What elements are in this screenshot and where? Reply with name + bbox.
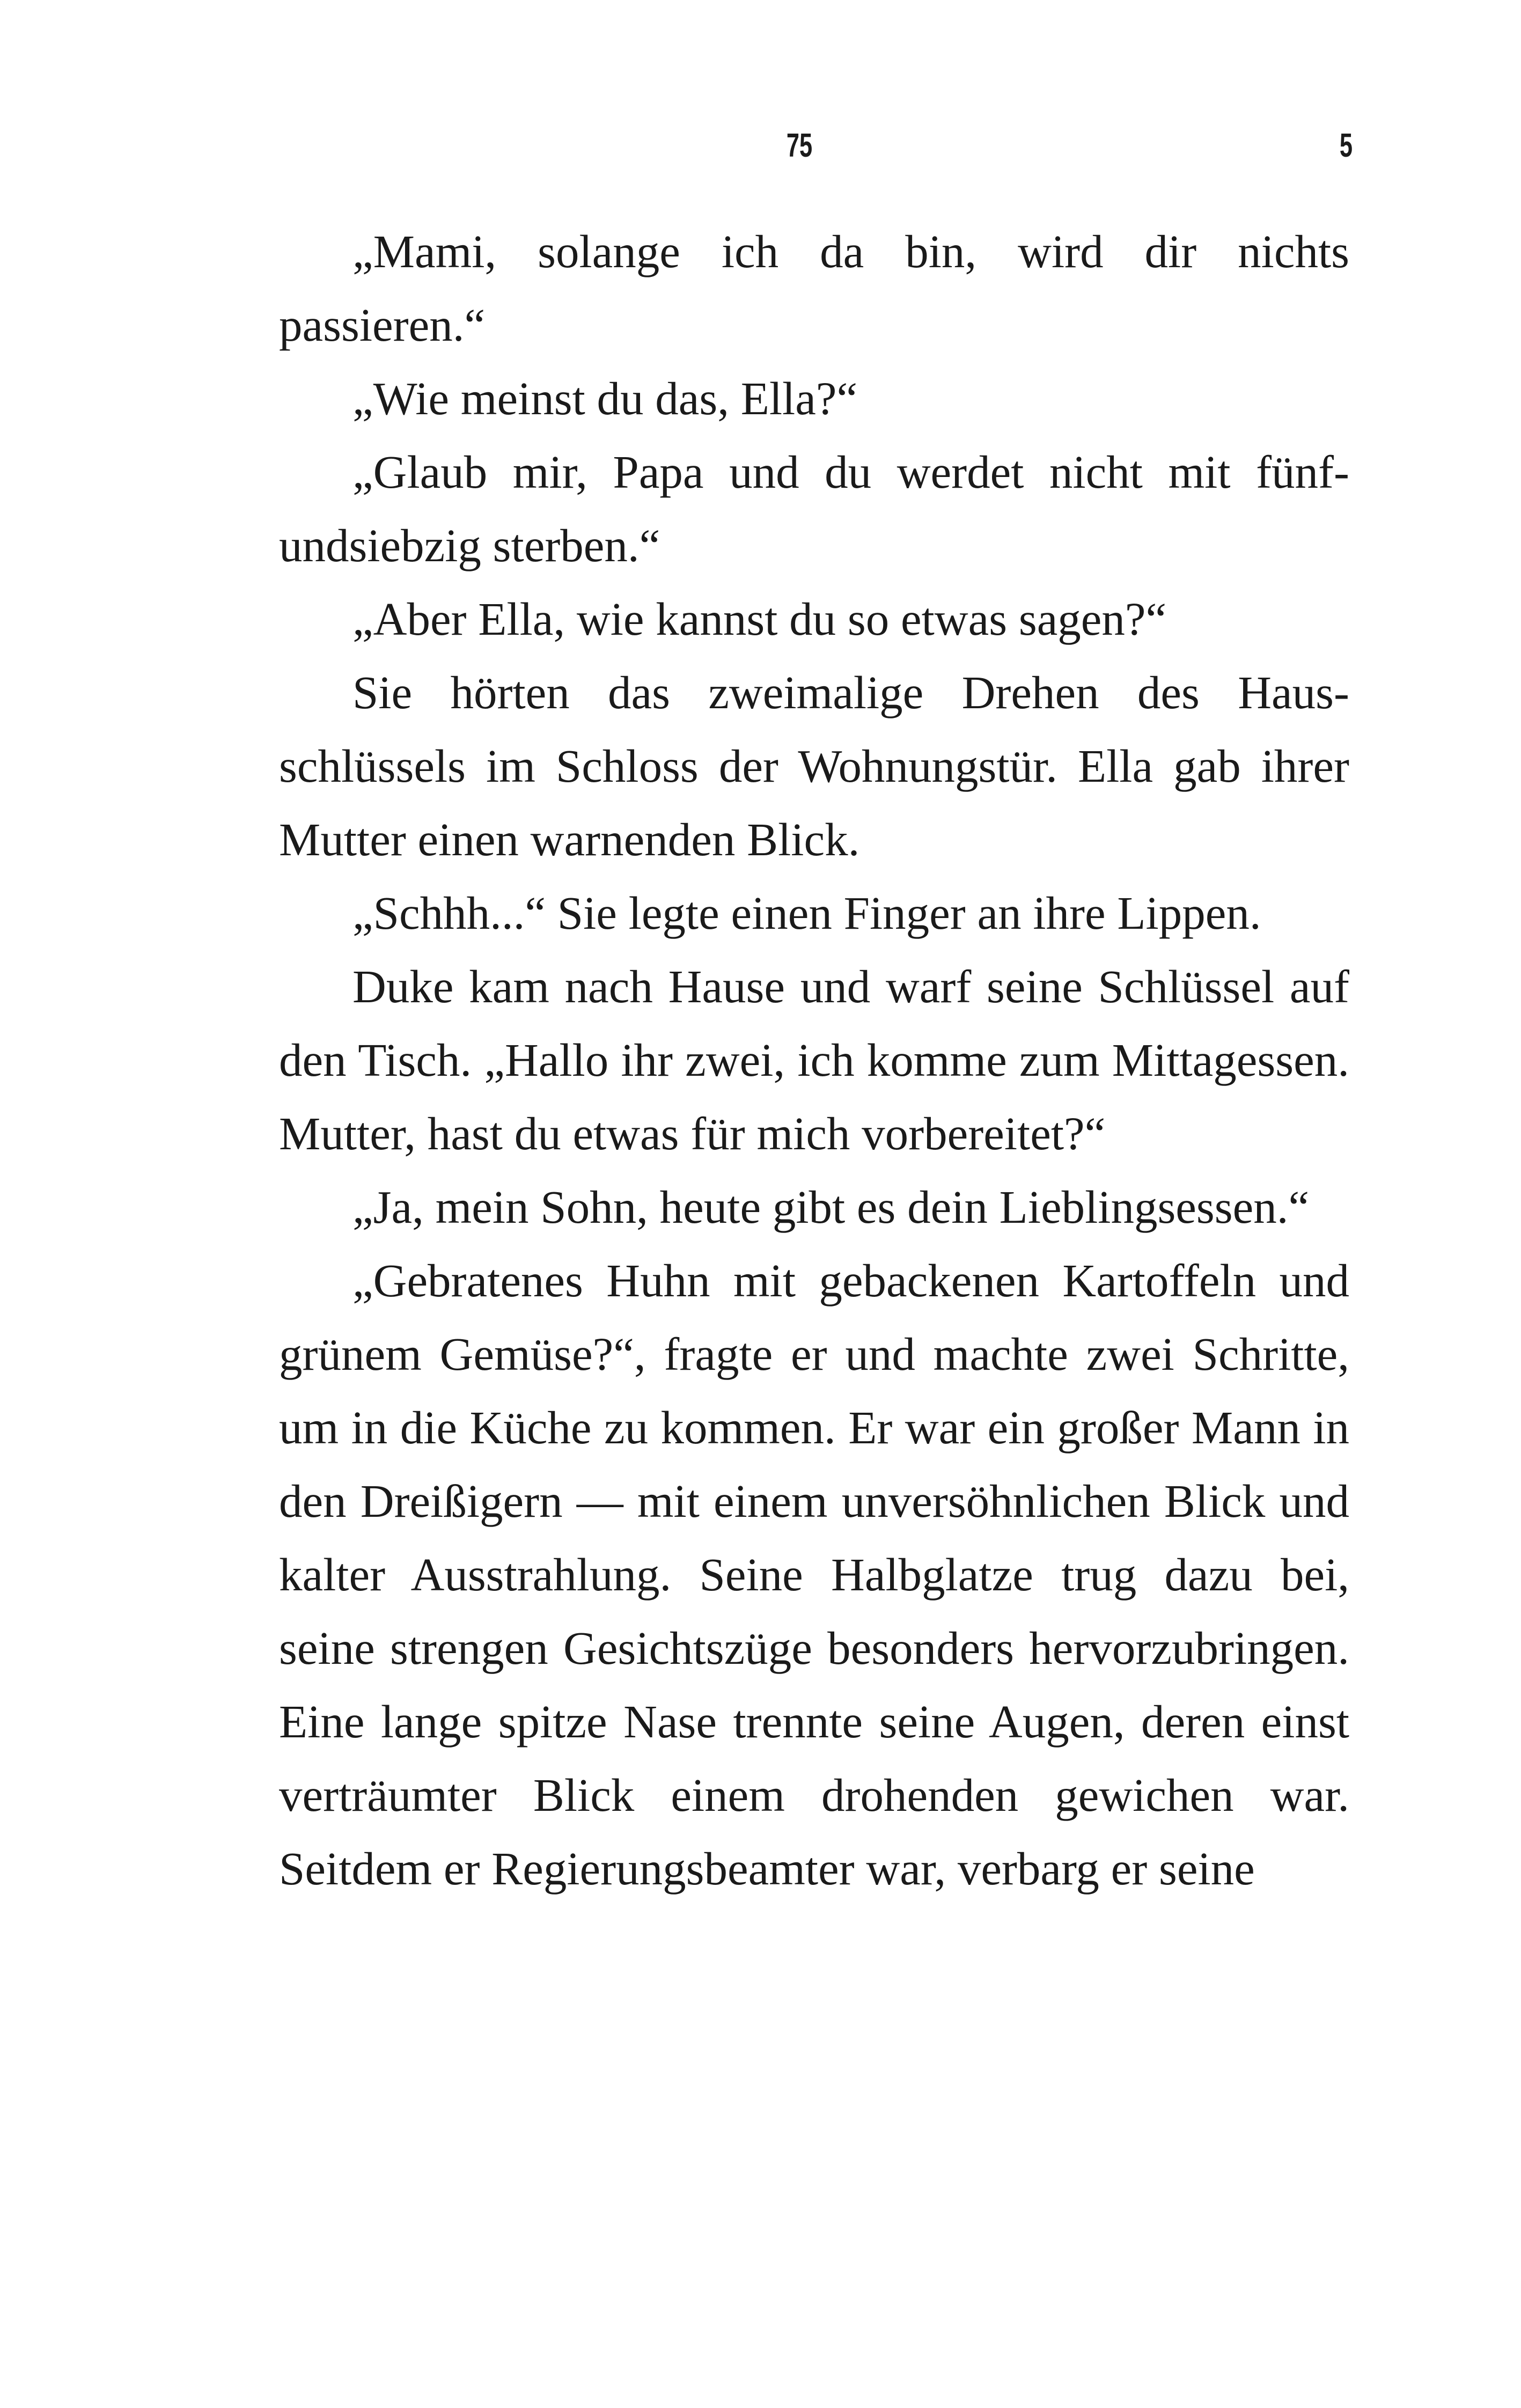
body-text (279, 215, 1349, 1905)
paragraph: „Glaub mir, Papa und du werdet nicht mit fünfundsiebzig sterben.“ (279, 446, 1349, 571)
paragraph: Sie hörten das zweimalige Drehen des Hausschlüssels im Schloss der Wohnungstür. Ella gab ihrer Mutter einen warnenden Blick. (279, 666, 1349, 865)
paragraph: „Ja, mein Sohn, heute gibt es dein Lieblingsessen.“ (352, 1181, 1310, 1233)
paragraph: „Wie meinst du das, Ella?“ (352, 372, 858, 424)
paragraph: „Schhh...“ Sie legte einen Finger an ihre Lippen. (352, 887, 1261, 939)
page-number: 75 (786, 127, 813, 164)
paragraph: „Mami, solange ich da bin, wird dir nichts passieren.“ (279, 225, 1349, 351)
paragraph: Duke kam nach Hause und warf seine Schlüssel auf den Tisch. „Hallo ihr zwei, ich komme zum Mittagessen. Mutter, hast du etwas für mich vorbereitet?“ (279, 960, 1349, 1159)
paragraph: „Aber Ella, wie kannst du so etwas sagen?“ (352, 593, 1167, 645)
paragraph: „Gebratenes Huhn mit gebackenen Kartoffeln und grünem Gemüse?“, fragte er und machte zwei Schritte, um in die Küche zu kommen. Er war ein großer Mann in den Dreißigern — mit einem unversöhnlichen Blick und kalter Ausstrahlung. Seine Halbglatze trug dazu bei, seine strengen Gesichtszüge besonders hervorzubringen. Eine lange spitze Nase trennte seine Augen, deren einst verträumter Blick einem drohenden gewichen war. Seitdem er Regierungsbeamter war, verbarg er seine (279, 1254, 1349, 1895)
page-header (0, 124, 1521, 167)
chapter-number: 5 (1339, 127, 1353, 164)
